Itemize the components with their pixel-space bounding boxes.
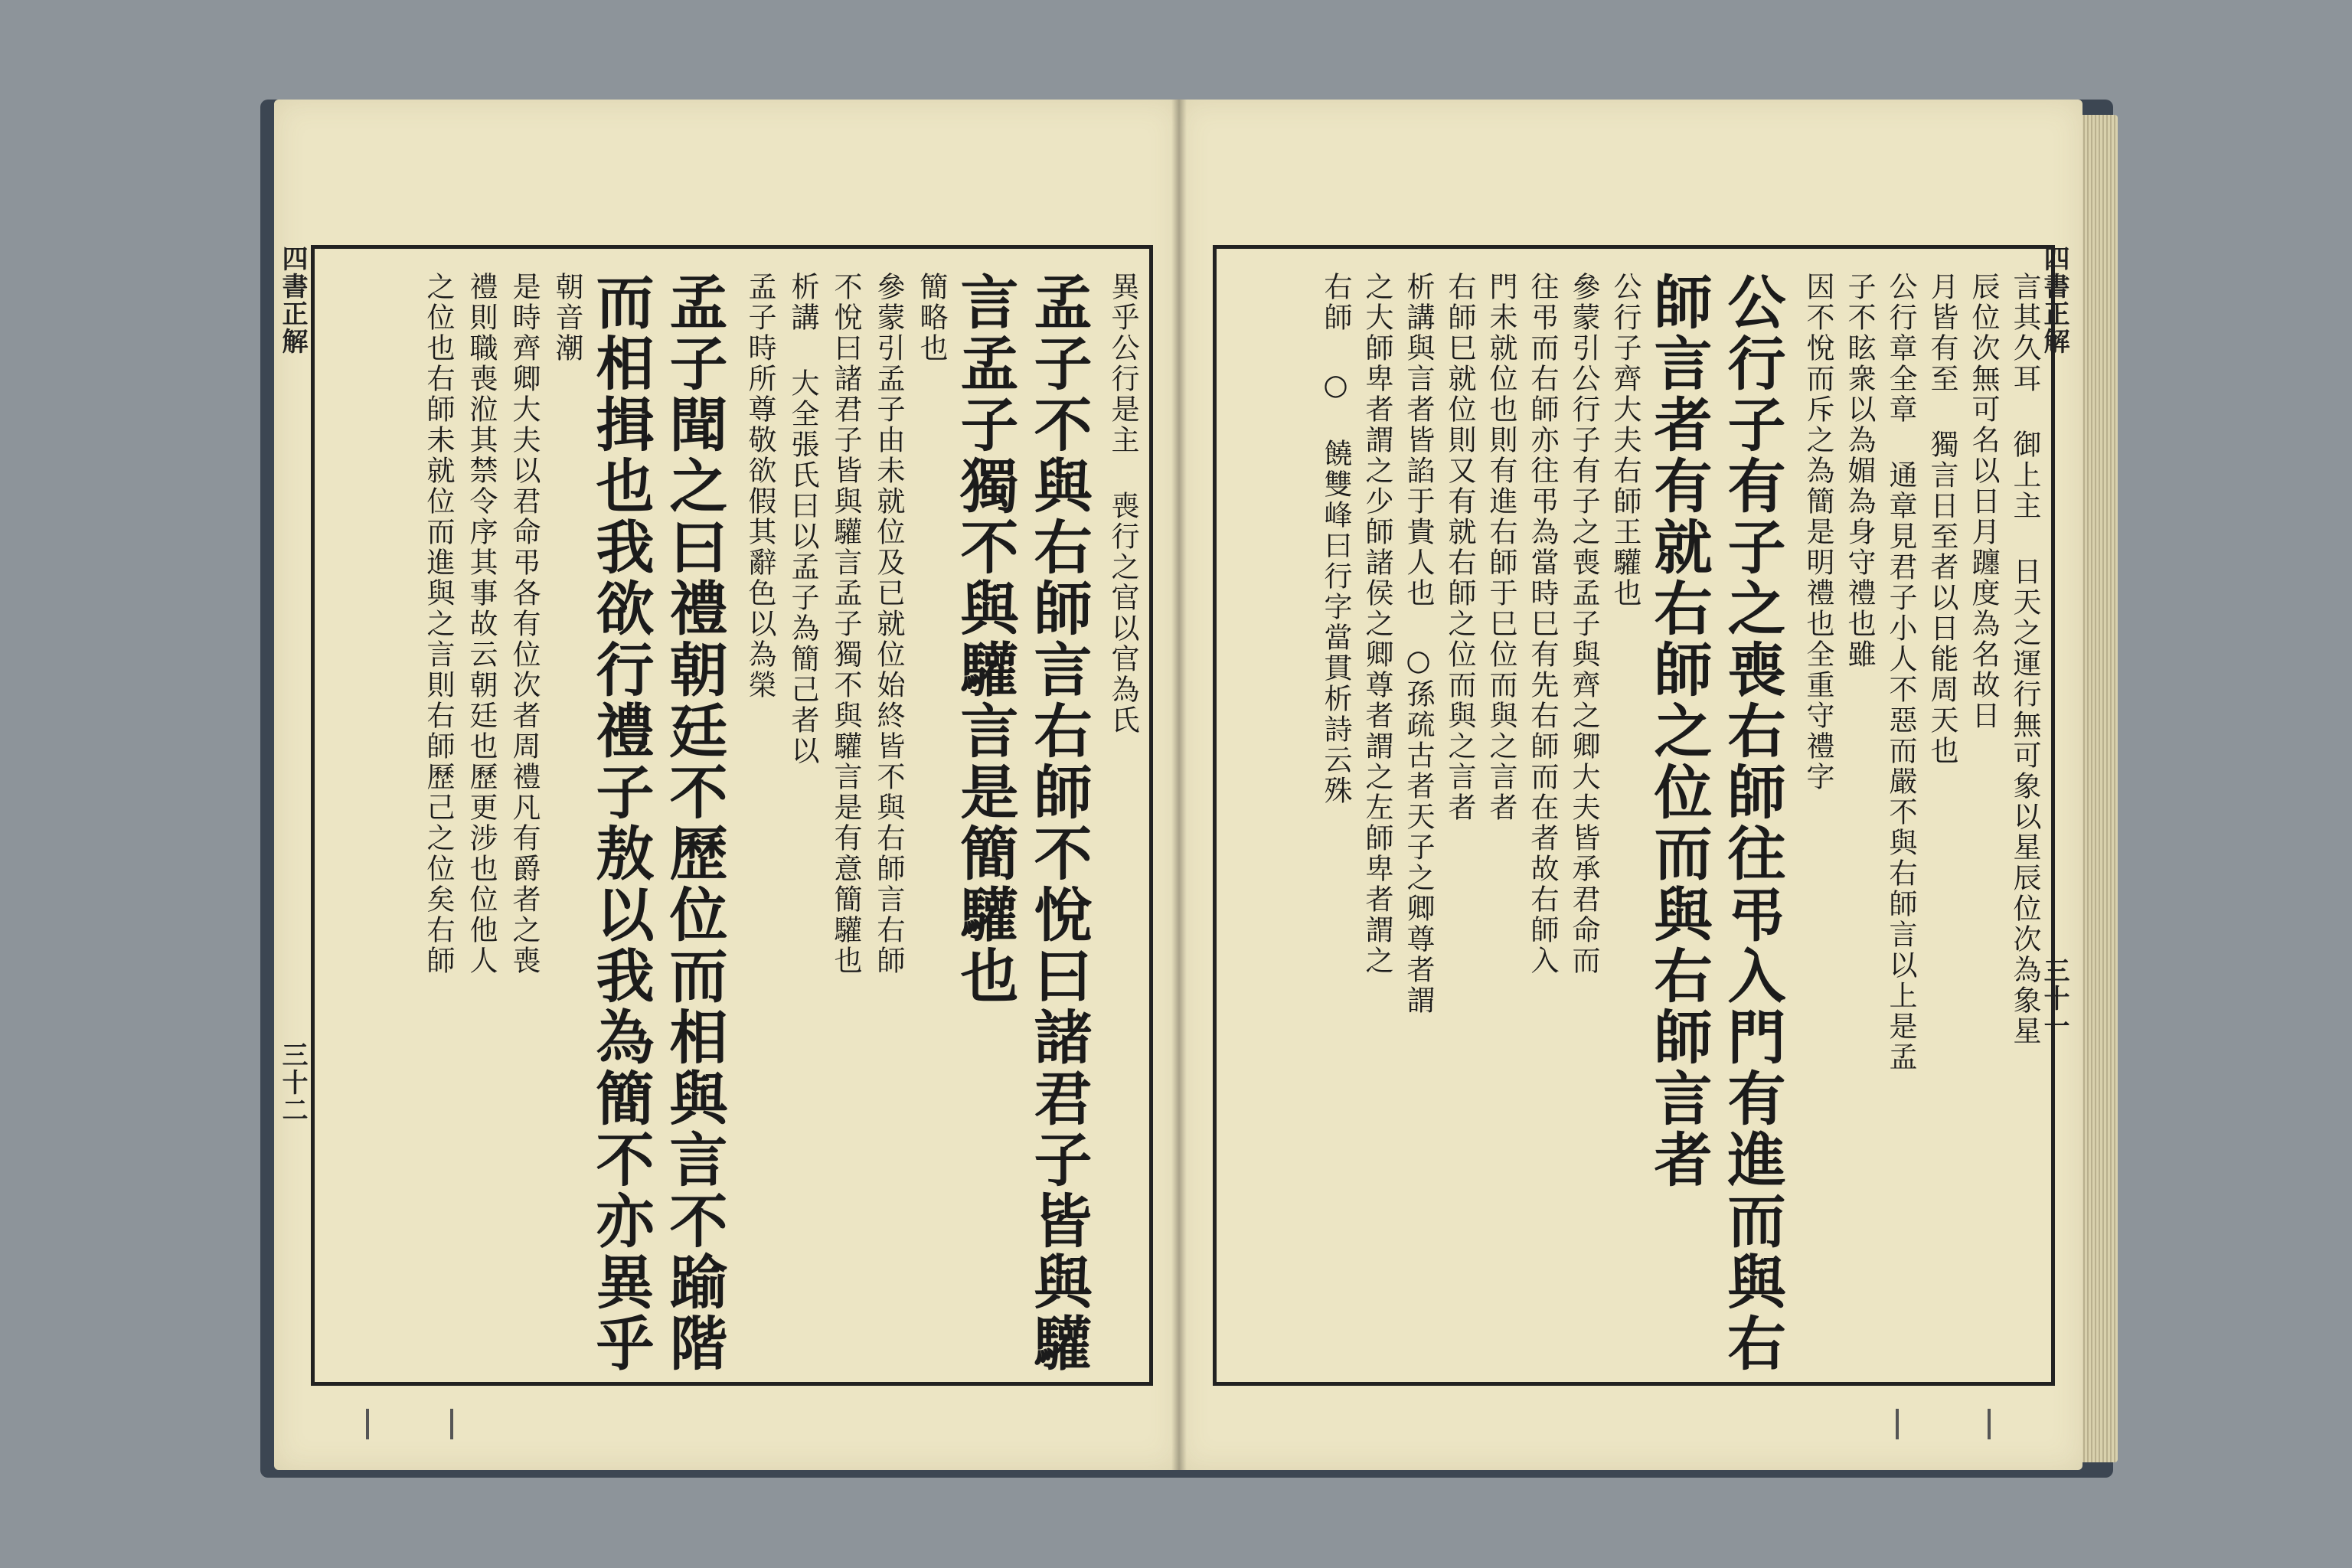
commentary-column: 簡略也 (915, 272, 948, 364)
commentary-column: 是時齊卿大夫以君命弔各有位次者周禮凡有爵者之喪 (508, 272, 541, 976)
main-text-column: 孟子聞之曰禮朝廷不歷位而相與言不踰階 (660, 272, 728, 1374)
right-page (1179, 100, 2082, 1470)
page-stack-edge (2081, 115, 2118, 1462)
commentary-column: 言其久耳 御上主 日天之運行無可象以星辰位次為象星 (2008, 272, 2041, 1047)
commentary-column: 子不眩衆以為媚為身守禮也雖 (1843, 272, 1876, 670)
commentary-column: 因不悅而斥之為簡是明禮也全重守禮字 (1802, 272, 1834, 792)
left-page (274, 100, 1179, 1470)
commentary-column: 不悅曰諸君子皆與驩言孟子獨不與驩言是有意簡驩也 (829, 272, 862, 976)
commentary-column: 公行子齊大夫右師王驩也 (1609, 272, 1642, 609)
text-column: 異乎公行是主 喪行之官以官為氏 (1106, 272, 1139, 736)
commentary-column: 析講 大全張氏曰以孟子為簡己者以 (786, 272, 819, 766)
commentary-column: 之位也右師未就位而進與之言則右師歷己之位矣右師 (422, 272, 455, 976)
commentary-column: 月皆有至 獨言日至者以日能周天也 (1926, 272, 1958, 766)
binding-mark (1988, 1409, 1991, 1439)
left-text-frame (311, 245, 1153, 1386)
commentary-column: 參蒙引孟子由未就位及已就位始終皆不與右師言右師 (872, 272, 905, 976)
commentary-column: 參蒙引公行子有子之喪孟子與齊之卿大夫皆承君命而 (1567, 272, 1600, 976)
commentary-column: 禮則職喪涖其禁令序其事故云朝廷也歷更涉也位他人 (465, 272, 498, 976)
main-text-column: 孟子不與右師言右師不悅曰諸君子皆與驩 (1024, 272, 1093, 1374)
main-text-column: 而相揖也我欲行禮子敖以我為簡不亦異乎 (586, 272, 655, 1374)
commentary-column: 孟子時所尊敬欲假其辭色以為榮 (743, 272, 776, 701)
commentary-column: 門未就位也則有進右師于巳位而與之言者 (1485, 272, 1517, 823)
main-text-column: 公行子有子之喪右師往弔入門有進而與右 (1718, 272, 1786, 1374)
main-text-column: 師言者有就右師之位而與右師言者 (1645, 272, 1713, 1191)
right-text-frame (1213, 245, 2055, 1386)
commentary-column: 右師巳就位則又有就右師之位而與之言者 (1443, 272, 1476, 823)
binding-mark (366, 1409, 369, 1439)
book-gutter (1171, 100, 1187, 1470)
chapter-heading-column: 公行章全章 通章見君子小人不惡而嚴不與右師言以上是孟 (1884, 272, 1917, 1073)
commentary-column: 往弔而右師亦往弔為當時巳有先右師而在者故右師入 (1526, 272, 1559, 976)
commentary-column: 朝音潮 (550, 272, 583, 364)
commentary-column: 辰位次無可名以日月躔度為名故日 (1967, 272, 2000, 731)
binding-mark (1896, 1409, 1899, 1439)
open-book (260, 100, 2113, 1478)
commentary-column: 析講與言者皆諂于貴人也 ○孫疏古者天子之卿尊者謂 (1402, 272, 1435, 1016)
right-margin-title: 四書正解 (2039, 245, 2069, 355)
right-page-number: 三十一 (2039, 957, 2069, 1040)
commentary-column: 右師 ○ 饒雙峰曰行字當貫析詩云殊 (1319, 272, 1352, 806)
commentary-column: 之大師卑者謂之少師諸侯之卿尊者謂之左師卑者謂之 (1361, 272, 1393, 976)
main-text-column: 言孟子獨不與驩言是簡驩也 (951, 272, 1019, 1007)
binding-mark (450, 1409, 453, 1439)
left-margin-title: 四書正解 (277, 245, 308, 355)
left-page-number: 三十二 (277, 1041, 308, 1124)
